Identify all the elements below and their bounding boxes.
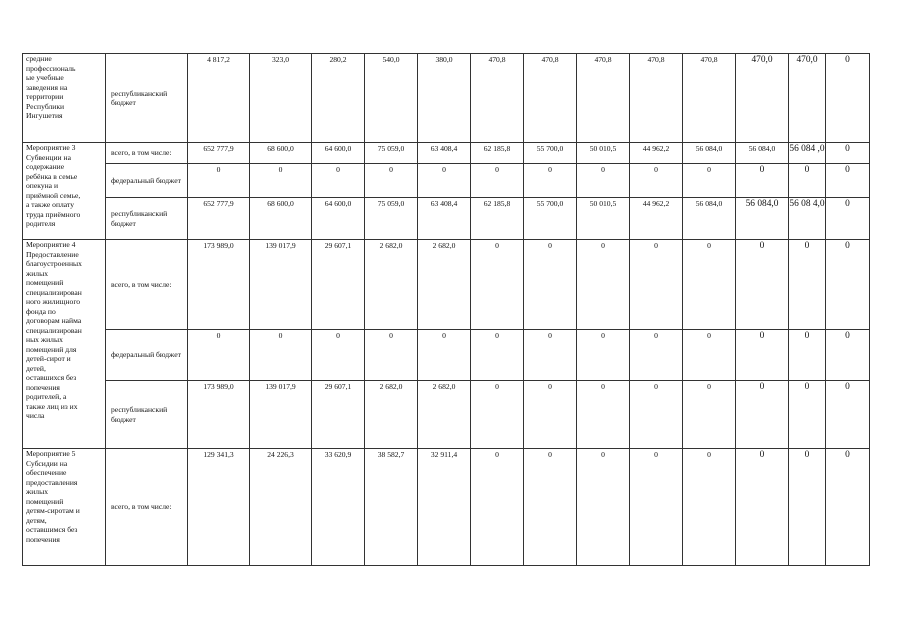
value-cell: 50 010,5 xyxy=(577,143,630,164)
value-cell: 64 600,0 xyxy=(312,143,365,164)
value-cell: 0 xyxy=(524,449,577,566)
value-cell: 55 700,0 xyxy=(524,198,577,240)
value-cell: 470,0 xyxy=(789,54,826,143)
value-cell: 129 341,3 xyxy=(188,449,250,566)
funding-source: федеральный бюджет xyxy=(106,330,188,381)
value-cell: 0 xyxy=(789,330,826,381)
value-cell: 380,0 xyxy=(418,54,471,143)
value-cell: 62 185,8 xyxy=(471,198,524,240)
value-cell: 0 xyxy=(471,449,524,566)
table-row xyxy=(23,449,870,566)
value-cell: 652 777,9 xyxy=(188,143,250,164)
value-cell: 0 xyxy=(683,330,736,381)
table-row xyxy=(23,198,870,240)
value-cell: 0 xyxy=(250,164,312,198)
measure-label: Мероприятие 5 Субсидии на обеспечение предоставления жилых помещений детям-сиротам и детям, оставшимся без попечения xyxy=(23,449,106,566)
value-cell: 29 607,1 xyxy=(312,381,365,449)
value-cell: 0 xyxy=(524,381,577,449)
funding-source: республиканский бюджет xyxy=(106,54,188,143)
value-cell: 173 989,0 xyxy=(188,381,250,449)
value-cell: 470,8 xyxy=(577,54,630,143)
value-cell: 0 xyxy=(577,240,630,330)
value-cell: 0 xyxy=(736,449,789,566)
value-cell: 0 xyxy=(471,330,524,381)
value-cell: 56 084,0 xyxy=(736,198,789,240)
table-body xyxy=(23,54,870,566)
value-cell: 0 xyxy=(188,164,250,198)
value-cell: 2 682,0 xyxy=(418,240,471,330)
value-cell: 63 408,4 xyxy=(418,198,471,240)
value-cell: 38 582,7 xyxy=(365,449,418,566)
value-cell: 470,8 xyxy=(683,54,736,143)
value-cell: 0 xyxy=(577,330,630,381)
value-cell: 173 989,0 xyxy=(188,240,250,330)
value-cell: 0 xyxy=(826,164,870,198)
measure-label: Мероприятие 3 Субвенции на содержание ребёнка в семье опекуна и приёмной семье, а также оплату труда приёмного родителя xyxy=(23,143,106,240)
value-cell: 68 600,0 xyxy=(250,198,312,240)
value-cell: 139 017,9 xyxy=(250,240,312,330)
value-cell: 0 xyxy=(789,381,826,449)
value-cell: 280,2 xyxy=(312,54,365,143)
value-cell: 0 xyxy=(577,164,630,198)
table-row xyxy=(23,54,870,143)
budget-table xyxy=(22,53,870,566)
value-cell: 652 777,9 xyxy=(188,198,250,240)
funding-source: всего, в том числе: xyxy=(106,449,188,566)
value-cell: 0 xyxy=(789,449,826,566)
value-cell: 24 226,3 xyxy=(250,449,312,566)
table-row xyxy=(23,330,870,381)
value-cell: 0 xyxy=(250,330,312,381)
value-cell: 470,8 xyxy=(524,54,577,143)
value-cell: 0 xyxy=(683,449,736,566)
value-cell: 139 017,9 xyxy=(250,381,312,449)
value-cell: 44 962,2 xyxy=(630,198,683,240)
value-cell: 44 962,2 xyxy=(630,143,683,164)
value-cell: 63 408,4 xyxy=(418,143,471,164)
value-cell: 29 607,1 xyxy=(312,240,365,330)
value-cell: 0 xyxy=(736,330,789,381)
value-cell: 4 817,2 xyxy=(188,54,250,143)
measure-label: средние профессиональ ые учебные заведения на территории Республики Ингушетия xyxy=(23,54,106,143)
value-cell: 0 xyxy=(630,164,683,198)
value-cell: 0 xyxy=(826,240,870,330)
value-cell: 2 682,0 xyxy=(365,240,418,330)
value-cell: 0 xyxy=(365,164,418,198)
value-cell: 0 xyxy=(736,164,789,198)
value-cell: 64 600,0 xyxy=(312,198,365,240)
value-cell: 33 620,9 xyxy=(312,449,365,566)
value-cell: 0 xyxy=(826,143,870,164)
value-cell: 0 xyxy=(826,381,870,449)
value-cell: 0 xyxy=(826,54,870,143)
value-cell: 56 084,0 xyxy=(736,143,789,164)
value-cell: 0 xyxy=(630,330,683,381)
value-cell: 323,0 xyxy=(250,54,312,143)
value-cell: 75 059,0 xyxy=(365,143,418,164)
table-row xyxy=(23,143,870,164)
value-cell: 56 084,0 xyxy=(683,198,736,240)
value-cell: 0 xyxy=(826,330,870,381)
value-cell: 0 xyxy=(365,330,418,381)
funding-source: всего, в том числе: xyxy=(106,143,188,164)
value-cell: 0 xyxy=(826,198,870,240)
value-cell: 56 084,0 xyxy=(683,143,736,164)
value-cell: 0 xyxy=(312,164,365,198)
funding-source: республиканский бюджет xyxy=(106,381,188,449)
value-cell: 540,0 xyxy=(365,54,418,143)
value-cell: 68 600,0 xyxy=(250,143,312,164)
value-cell: 62 185,8 xyxy=(471,143,524,164)
table-row xyxy=(23,240,870,330)
value-cell: 470,0 xyxy=(736,54,789,143)
funding-source: республиканский бюджет xyxy=(106,198,188,240)
value-cell: 470,8 xyxy=(471,54,524,143)
value-cell: 0 xyxy=(789,240,826,330)
value-cell: 55 700,0 xyxy=(524,143,577,164)
measure-label: Мероприятие 4 Предоставление благоустроенных жилых помещений специализирован ного жилищного фонда по договорам найма специализирован ных жилых помещений для детей-сирот и детей, оставшихся без попечения родителей, а также лиц из их числа xyxy=(23,240,106,449)
value-cell: 32 911,4 xyxy=(418,449,471,566)
table-row xyxy=(23,381,870,449)
value-cell: 470,8 xyxy=(630,54,683,143)
value-cell: 0 xyxy=(789,164,826,198)
value-cell: 0 xyxy=(736,381,789,449)
value-cell: 0 xyxy=(312,330,365,381)
value-cell: 2 682,0 xyxy=(418,381,471,449)
value-cell: 0 xyxy=(736,240,789,330)
value-cell: 0 xyxy=(683,164,736,198)
value-cell: 0 xyxy=(471,240,524,330)
value-cell: 0 xyxy=(418,164,471,198)
value-cell: 0 xyxy=(683,240,736,330)
value-cell: 75 059,0 xyxy=(365,198,418,240)
value-cell: 0 xyxy=(524,240,577,330)
value-cell: 2 682,0 xyxy=(365,381,418,449)
value-cell: 0 xyxy=(577,449,630,566)
value-cell: 0 xyxy=(826,449,870,566)
value-cell: 0 xyxy=(524,330,577,381)
value-cell: 0 xyxy=(188,330,250,381)
value-cell: 0 xyxy=(524,164,577,198)
value-cell: 0 xyxy=(630,381,683,449)
value-cell: 0 xyxy=(683,381,736,449)
value-cell: 0 xyxy=(577,381,630,449)
value-cell: 0 xyxy=(418,330,471,381)
value-cell: 0 xyxy=(630,449,683,566)
table-row xyxy=(23,164,870,198)
value-cell: 56 084 ,0 xyxy=(789,143,826,164)
value-cell: 0 xyxy=(471,381,524,449)
value-cell: 56 08 4,0 xyxy=(789,198,826,240)
value-cell: 50 010,5 xyxy=(577,198,630,240)
funding-source: федеральный бюджет xyxy=(106,164,188,198)
funding-source: всего, в том числе: xyxy=(106,240,188,330)
value-cell: 0 xyxy=(471,164,524,198)
value-cell: 0 xyxy=(630,240,683,330)
